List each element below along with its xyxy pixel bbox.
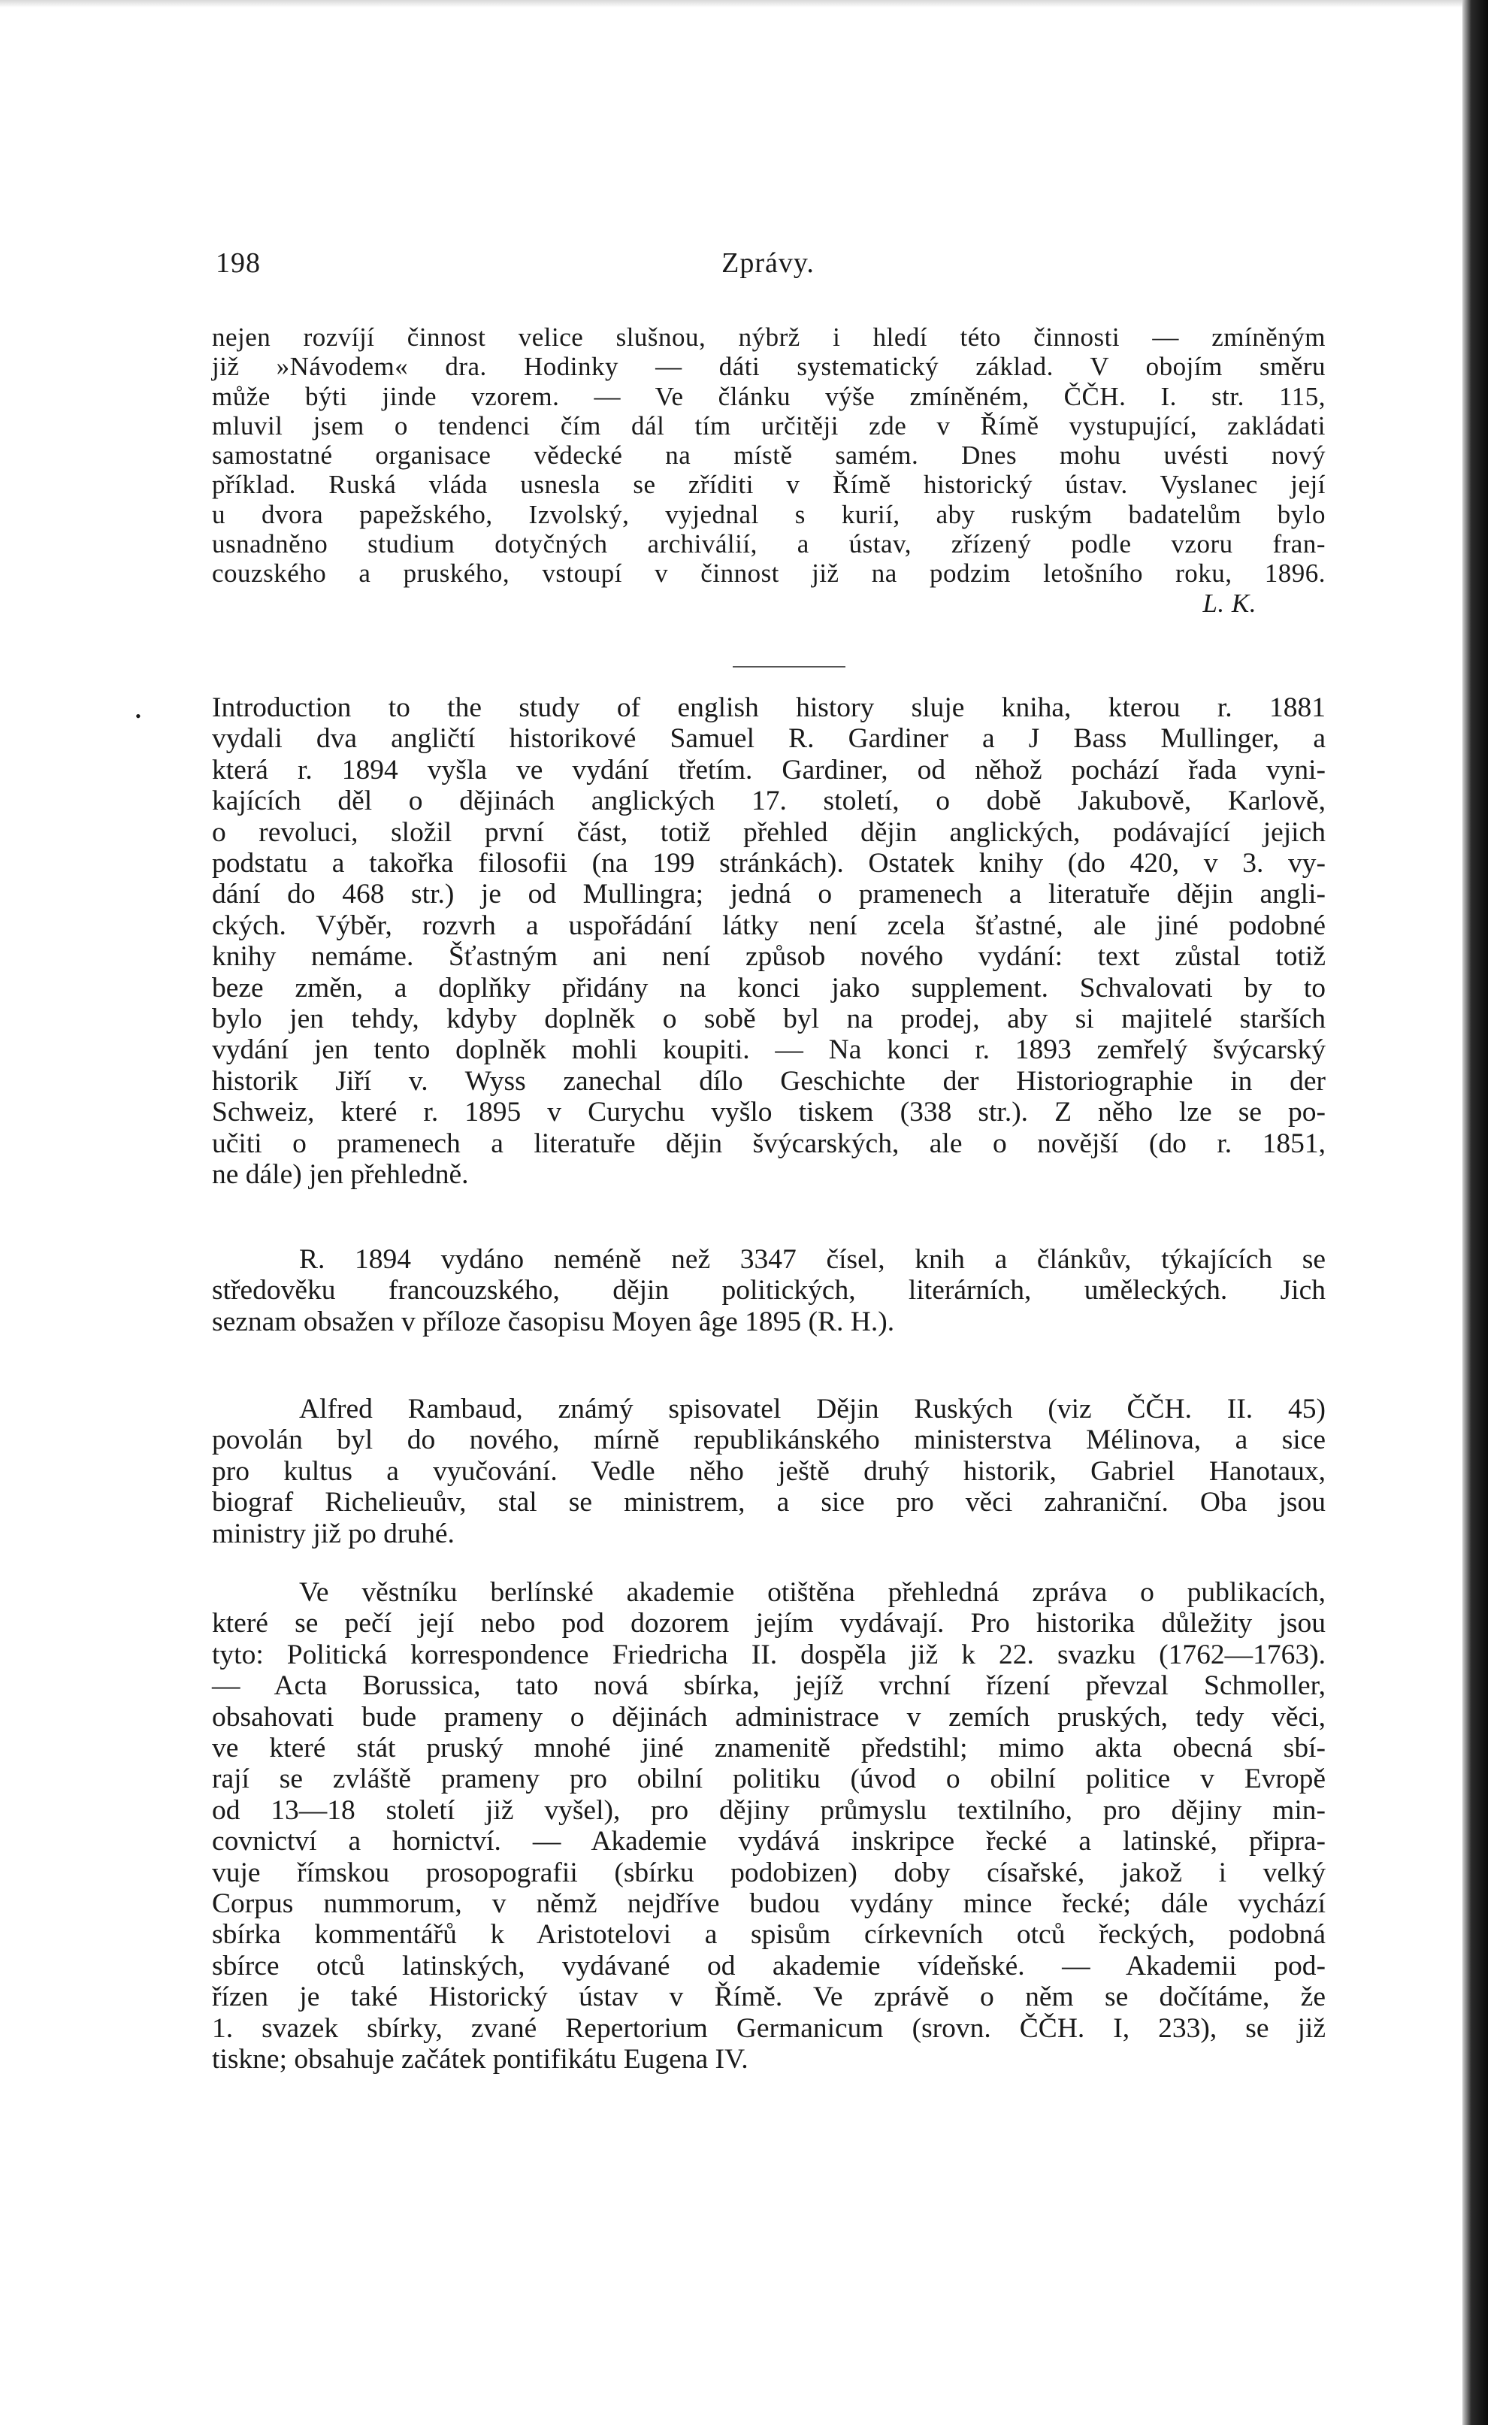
text-line: řízen je také Historický ústav v Římě. Ve zprávě o něm se dočítáme, že [212,1981,1326,2013]
text-line: která r. 1894 vyšla ve vydání třetím. Gardiner, od něhož pochází řada vyni- [212,754,1326,786]
text-line: které se pečí její nebo pod dozorem jejím vydávají. Pro historika důležity jsou [212,1608,1326,1639]
text-line: seznam obsažen v příloze časopisu Moyen âge 1895 (R. H.). [212,1306,895,1337]
text-line: ministry již po druhé. [212,1518,455,1549]
text-line: bylo jen tehdy, kdyby doplněk o sobě byl na prodej, aby si majitelé starších [212,1004,1326,1035]
text-line: Corpus nummorum, v němž nejdříve budou vydány mince řecké; dále vychází [212,1888,1326,1920]
text-line: Ve věstníku berlínské akademie otištěna přehledná zpráva o publikacích, [299,1577,1326,1608]
news-item-french-bibliography [212,1244,1326,1337]
text-line: podstatu a takořka filosofii (na 199 stránkách). Ostatek knihy (do 420, v 3. vy- [212,848,1326,879]
text-line: mluvil jsem o tendenci čím dál tím určitěji zde v Římě vystupující, zakládati [212,410,1326,440]
text-line: beze změn, a doplňky přidány na konci jako supplement. Schvalovati by to [212,972,1326,1004]
text-line: dání do 468 str.) je od Mullingra; jedná o pramenech a literatuře dějin angli- [212,879,1326,910]
text-line: ckých. Výběr, rozvrh a uspořádání látky není zcela šťastné, ale jiné podobné [212,910,1326,941]
text-line: Introduction to the study of english history sluje kniha, kterou r. 1881 [212,692,1326,723]
text-line: usnadněno studium dotyčných archiválií, a ústav, zřízený podle vzoru fran- [212,529,1326,559]
news-item-english-history [212,692,1326,1191]
text-line: nejen rozvíjí činnost velice slušnou, nýbrž i hledí této činnosti — zmíněným [212,322,1326,352]
news-item-berlin-academy [212,1577,1326,2075]
text-line: R. 1894 vydáno neméně než 3347 čísel, knih a článkův, týkajících se [299,1244,1326,1275]
news-item-rome-institute [212,322,1326,618]
text-line: Alfred Rambaud, známý spisovatel Dějin Ruských (viz ČČH. II. 45) [299,1394,1326,1424]
text-line: tiskne; obsahuje začátek pontifikátu Eugena IV. [212,2044,748,2075]
text-line: sbírka kommentářů k Aristotelovi a spisům církevních otců řeckých, podobná [212,1919,1326,1951]
text-line: pro kultus a vyučování. Vedle něho ještě druhý historik, Gabriel Hanotaux, [212,1455,1326,1487]
text-line: ne dále) jen přehledně. [212,1159,469,1191]
text-line: vydali dva angličtí historikové Samuel R. Gardiner a J Bass Mullinger, a [212,723,1326,755]
text-line: kajících děl o dějinách anglických 17. století, o době Jakubově, Karlově, [212,786,1326,817]
text-line: Schweiz, které r. 1895 v Curychu vyšlo tiskem (338 str.). Z něho lze se po- [212,1097,1326,1128]
text-line: o revoluci, složil první část, totiž přehled dějin anglických, podávající jejich [212,816,1326,848]
text-line: u dvora papežského, Izvolský, vyjednal s kurií, aby ruským badatelům bylo [212,499,1326,529]
margin-mark: • [135,707,141,725]
text-line: středověku francouzského, dějin politických, literárních, uměleckých. Jich [212,1275,1326,1306]
text-line: vuje římskou prosopografii (sbírku podobizen) doby císařské, jakož i velký [212,1857,1326,1888]
text-line: tyto: Politická korrespondence Friedricha II. dospěla již k 22. svazku (1762—1763). [212,1639,1326,1670]
scan-edge-right [1462,0,1488,2425]
text-line: rají se zvláště prameny pro obilní politiku (úvod o obilní politice v Evropě [212,1763,1326,1795]
section-separator [733,666,845,668]
text-line: příklad. Ruská vláda usnesla se zříditi v Římě historický ústav. Vyslanec její [212,470,1326,500]
text-line: ve které stát pruský mnohé jiné znamenitě předstihl; mimo akta obecná sbí- [212,1733,1326,1764]
text-line: biograf Richelieuův, stal se ministrem, a sice pro věci zahraniční. Oba jsou [212,1487,1326,1518]
running-title: Zprávy. [721,247,815,279]
text-line: již »Návodem« dra. Hodinky — dáti systematický základ. V obojím směru [212,352,1326,382]
text-line: vydání jen tento doplněk mohli koupiti. — Na konci r. 1893 zemřelý švýcarský [212,1034,1326,1066]
text-line: může býti jinde vzorem. — Ve článku výše zmíněném, ČČH. I. str. 115, [212,381,1326,411]
text-line: sbírce otců latinských, vydávané od akademie vídeňské. — Akademii pod- [212,1950,1326,1981]
text-line: od 13—18 století již vyšel), pro dějiny průmyslu textilního, pro dějiny min- [212,1794,1326,1826]
text-line: historik Jiří v. Wyss zanechal dílo Geschichte der Historiographie in der [212,1065,1326,1097]
text-line: obsahovati bude prameny o dějinách administrace v zemích pruských, tedy věci, [212,1701,1326,1733]
text-line: samostatné organisace vědecké na místě samém. Dnes mohu uvésti nový [212,440,1326,471]
text-line: knihy nemáme. Šťastným ani není způsob nového vydání: text zůstal totiž [212,941,1326,973]
text-line: couzského a pruského, vstoupí v činnost již na podzim letošního roku, 1896. [212,559,1326,589]
page-number: 198 [216,247,261,279]
text-line: povolán byl do nového, mírně republikánského ministerstva Mélinova, a sice [212,1424,1326,1456]
text-line: učiti o pramenech a literatuře dějin švýcarských, ale o novější (do r. 1851, [212,1128,1326,1159]
signature: L. K. [1202,588,1256,618]
page-header [216,247,1320,284]
text-line: 1. svazek sbírky, zvané Repertorium Germanicum (srovn. ČČH. I, 233), se již [212,2012,1326,2044]
text-line: covnictví a hornictví. — Akademie vydává inskripce řecké a latinské, připra- [212,1826,1326,1857]
text-line: — Acta Borussica, tato nová sbírka, jejíž vrchní řízení převzal Schmoller, [212,1670,1326,1702]
news-item-rambaud [212,1394,1326,1549]
scan-edge-top [0,0,1462,8]
